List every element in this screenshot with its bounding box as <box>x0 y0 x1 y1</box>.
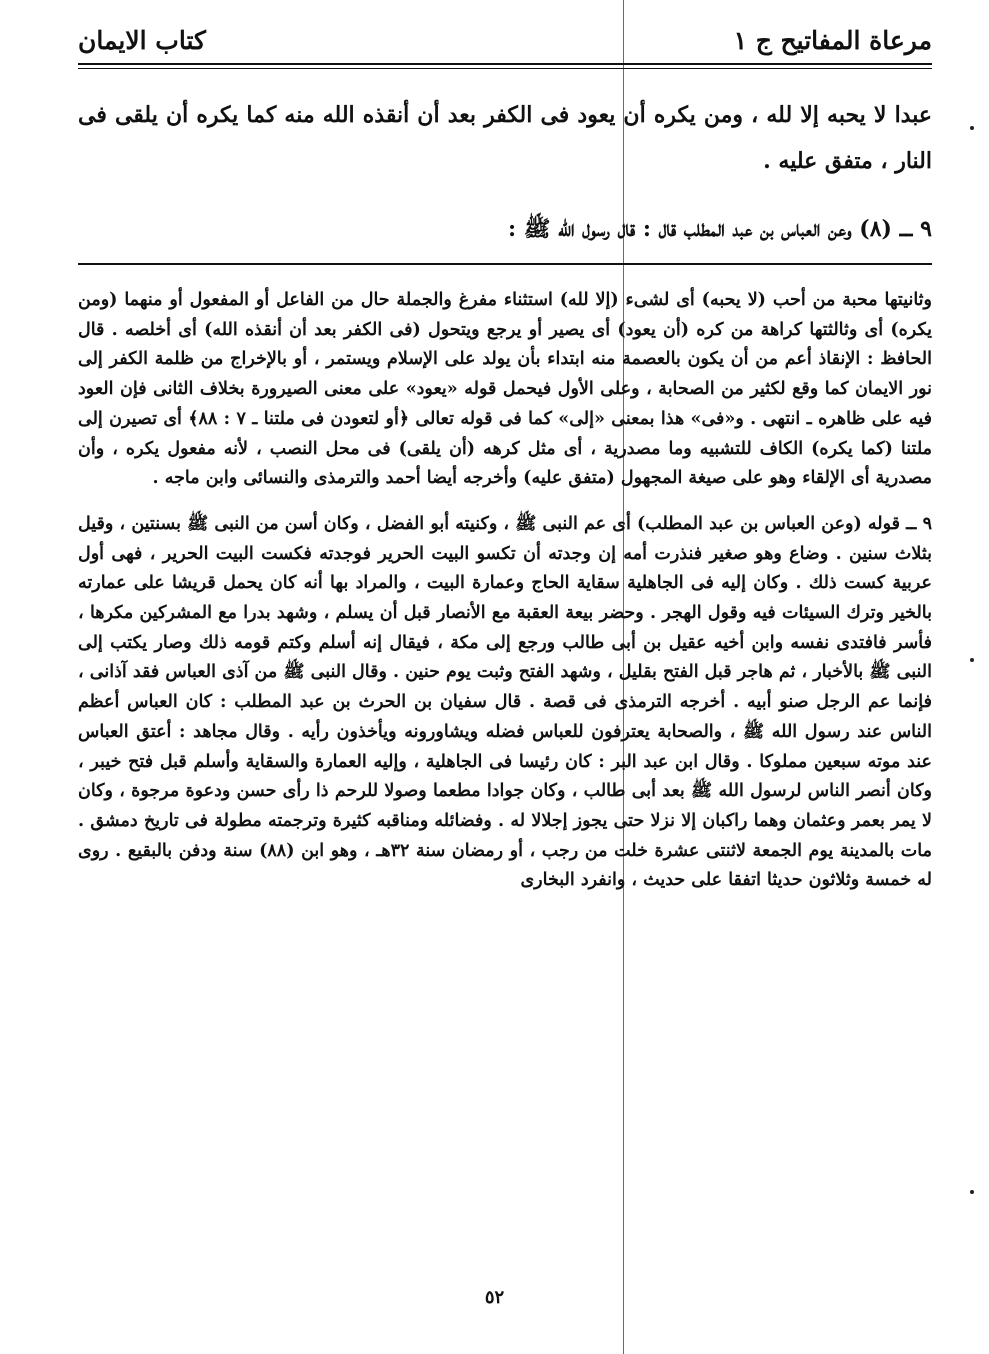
hadith-text <box>78 92 932 184</box>
margin-mark <box>970 658 974 662</box>
commentary-paragraph: ٩ ــ قوله (وعن العباس بن عبد المطلب) أى عم النبى ﷺ ، وكنيته أبو الفضل ، وكان أسن من النبى ﷺ بسنتين ، وقيل بثلاث سنين . وضاع وهو صغير فنذرت أمه إن وجدته أن تكسو البيت الحرير فوجدته فكست البيت الحرير ، فهى أول عربية كست ذلك . وكان إليه فى الجاهلية سقاية الحاج وعمارة البيت ، والمراد بها أنه كان يحمل قريشا على عمارته بالخير وترك السيئات فيه وقول الهجر . وحضر بيعة العقبة مع الأنصار قبل أن يسلم ، وشهد بدرا مع المشركين مكرها ، فأسر فافتدى نفسه وابن أخيه عقيل بن أبى طالب ورجع إلى مكة ، فيقال إنه أسلم وكتم قومه ذلك وصار يكتب إلى النبى ﷺ بالأخبار ، ثم هاجر قبل الفتح بقليل ، وشهد الفتح وثبت يوم حنين . وقال النبى ﷺ من آذى العباس فقد آذانى ، فإنما عم الرجل صنو أبيه . أخرجه الترمذى فى قصة . قال سفيان بن الحرث بن عبد المطلب : كان العباس أعظم الناس عند رسول الله ﷺ ، والصحابة يعترفون للعباس فضله ويشاورونه ويأخذون رأيه . وقال مجاهد : أعتق العباس عند موته سبعين مملوكا . وقال ابن عبد البر : كان رئيسا فى الجاهلية ، وإليه العمارة والسقاية وأسلم قبل فتح خيبر ، وكان أنصر الناس لرسول الله ﷺ بعد أبى طالب ، وكان جوادا مطعما وصولا للرحم ذا رأى حسن ودعوة مرجوة ، وكان لا يمر بعمر وعثمان وهما راكبان إلا نزلا حتى يجوز إجلالا له . وفضائله ومناقبه كثيرة وترجمته مطولة فى تاريخ دمشق . مات بالمدينة يوم الجمعة لاثنتى عشرة خلت من رجب ، أو رمضان سنة ٣٢هـ ، وهو ابن (٨٨) سنة ودفن بالبقيع . روى له خمسة وثلاثون حديثا اتفقا على حديث ، وانفرد البخارى <box>78 513 932 891</box>
commentary-paragraph: وثانيتها محبة من أحب (لا يحبه) أى لشىء (إلا لله) استثناء مفرغ والجملة حال من الفاعل أو المفعول أو منهما (ومن يكره) أى وثالثتها كراهة من كره (أن يعود) أى يصير أو يرجع ويتحول (فى الكفر بعد أن أنقذه الله) أى أخلصه . قال الحافظ : الإنقاذ أعم من أن يكون بالعصمة منه ابتداء بأن يولد على الإسلام ويستمر ، أو بالإخراج من ظلمة الكفر إلى نور الايمان كما وقع لكثير من الصحابة ، وعلى الأول فيحمل قوله «يعود» على معنى الصيرورة بخلاف الثانى فإن العود فيه على ظاهره ـ انتهى . و«فى» هذا بمعنى «إلى» كما فى قوله تعالى ﴿أو لتعودن فى ملتنا ـ ٧ : ٨٨﴾ أى تصيرن إلى ملتنا (كما يكره) الكاف للتشبيه وما مصدرية ، أى مثل كرهه (أن يلقى) فى محل النصب ، لأنه مفعول يكره ، وأن مصدرية أى الإلقاء وهو على صيغة المجهول (متفق عليه) وأخرجه أيضا أحمد والترمذى والنسائى وابن ماجه . <box>78 290 932 489</box>
commentary-text <box>78 286 932 896</box>
hadith-text-line: عبدا لا يحبه إلا لله ، ومن يكره أن يعود فى الكفر بعد أن أنقذه الله منه كما يكره أن يلقى فى النار ، متفق عليه . <box>78 102 932 174</box>
commentary-separator-rule <box>78 263 932 265</box>
next-hadith-opening: ٩ ــ (٨) وعن العباس بن عبد المطلب قال : قال رسول الله ﷺ : <box>508 216 932 242</box>
page-number: ٥٢ <box>484 1287 505 1308</box>
margin-mark <box>970 1190 974 1194</box>
running-header <box>78 20 932 62</box>
header-rule-thin <box>78 68 932 69</box>
margin-mark <box>970 126 974 130</box>
header-book-title: مرعاة المفاتيح ج ١ <box>733 26 932 55</box>
header-rule <box>78 63 932 65</box>
header-chapter-title: كتاب الايمان <box>78 26 206 55</box>
